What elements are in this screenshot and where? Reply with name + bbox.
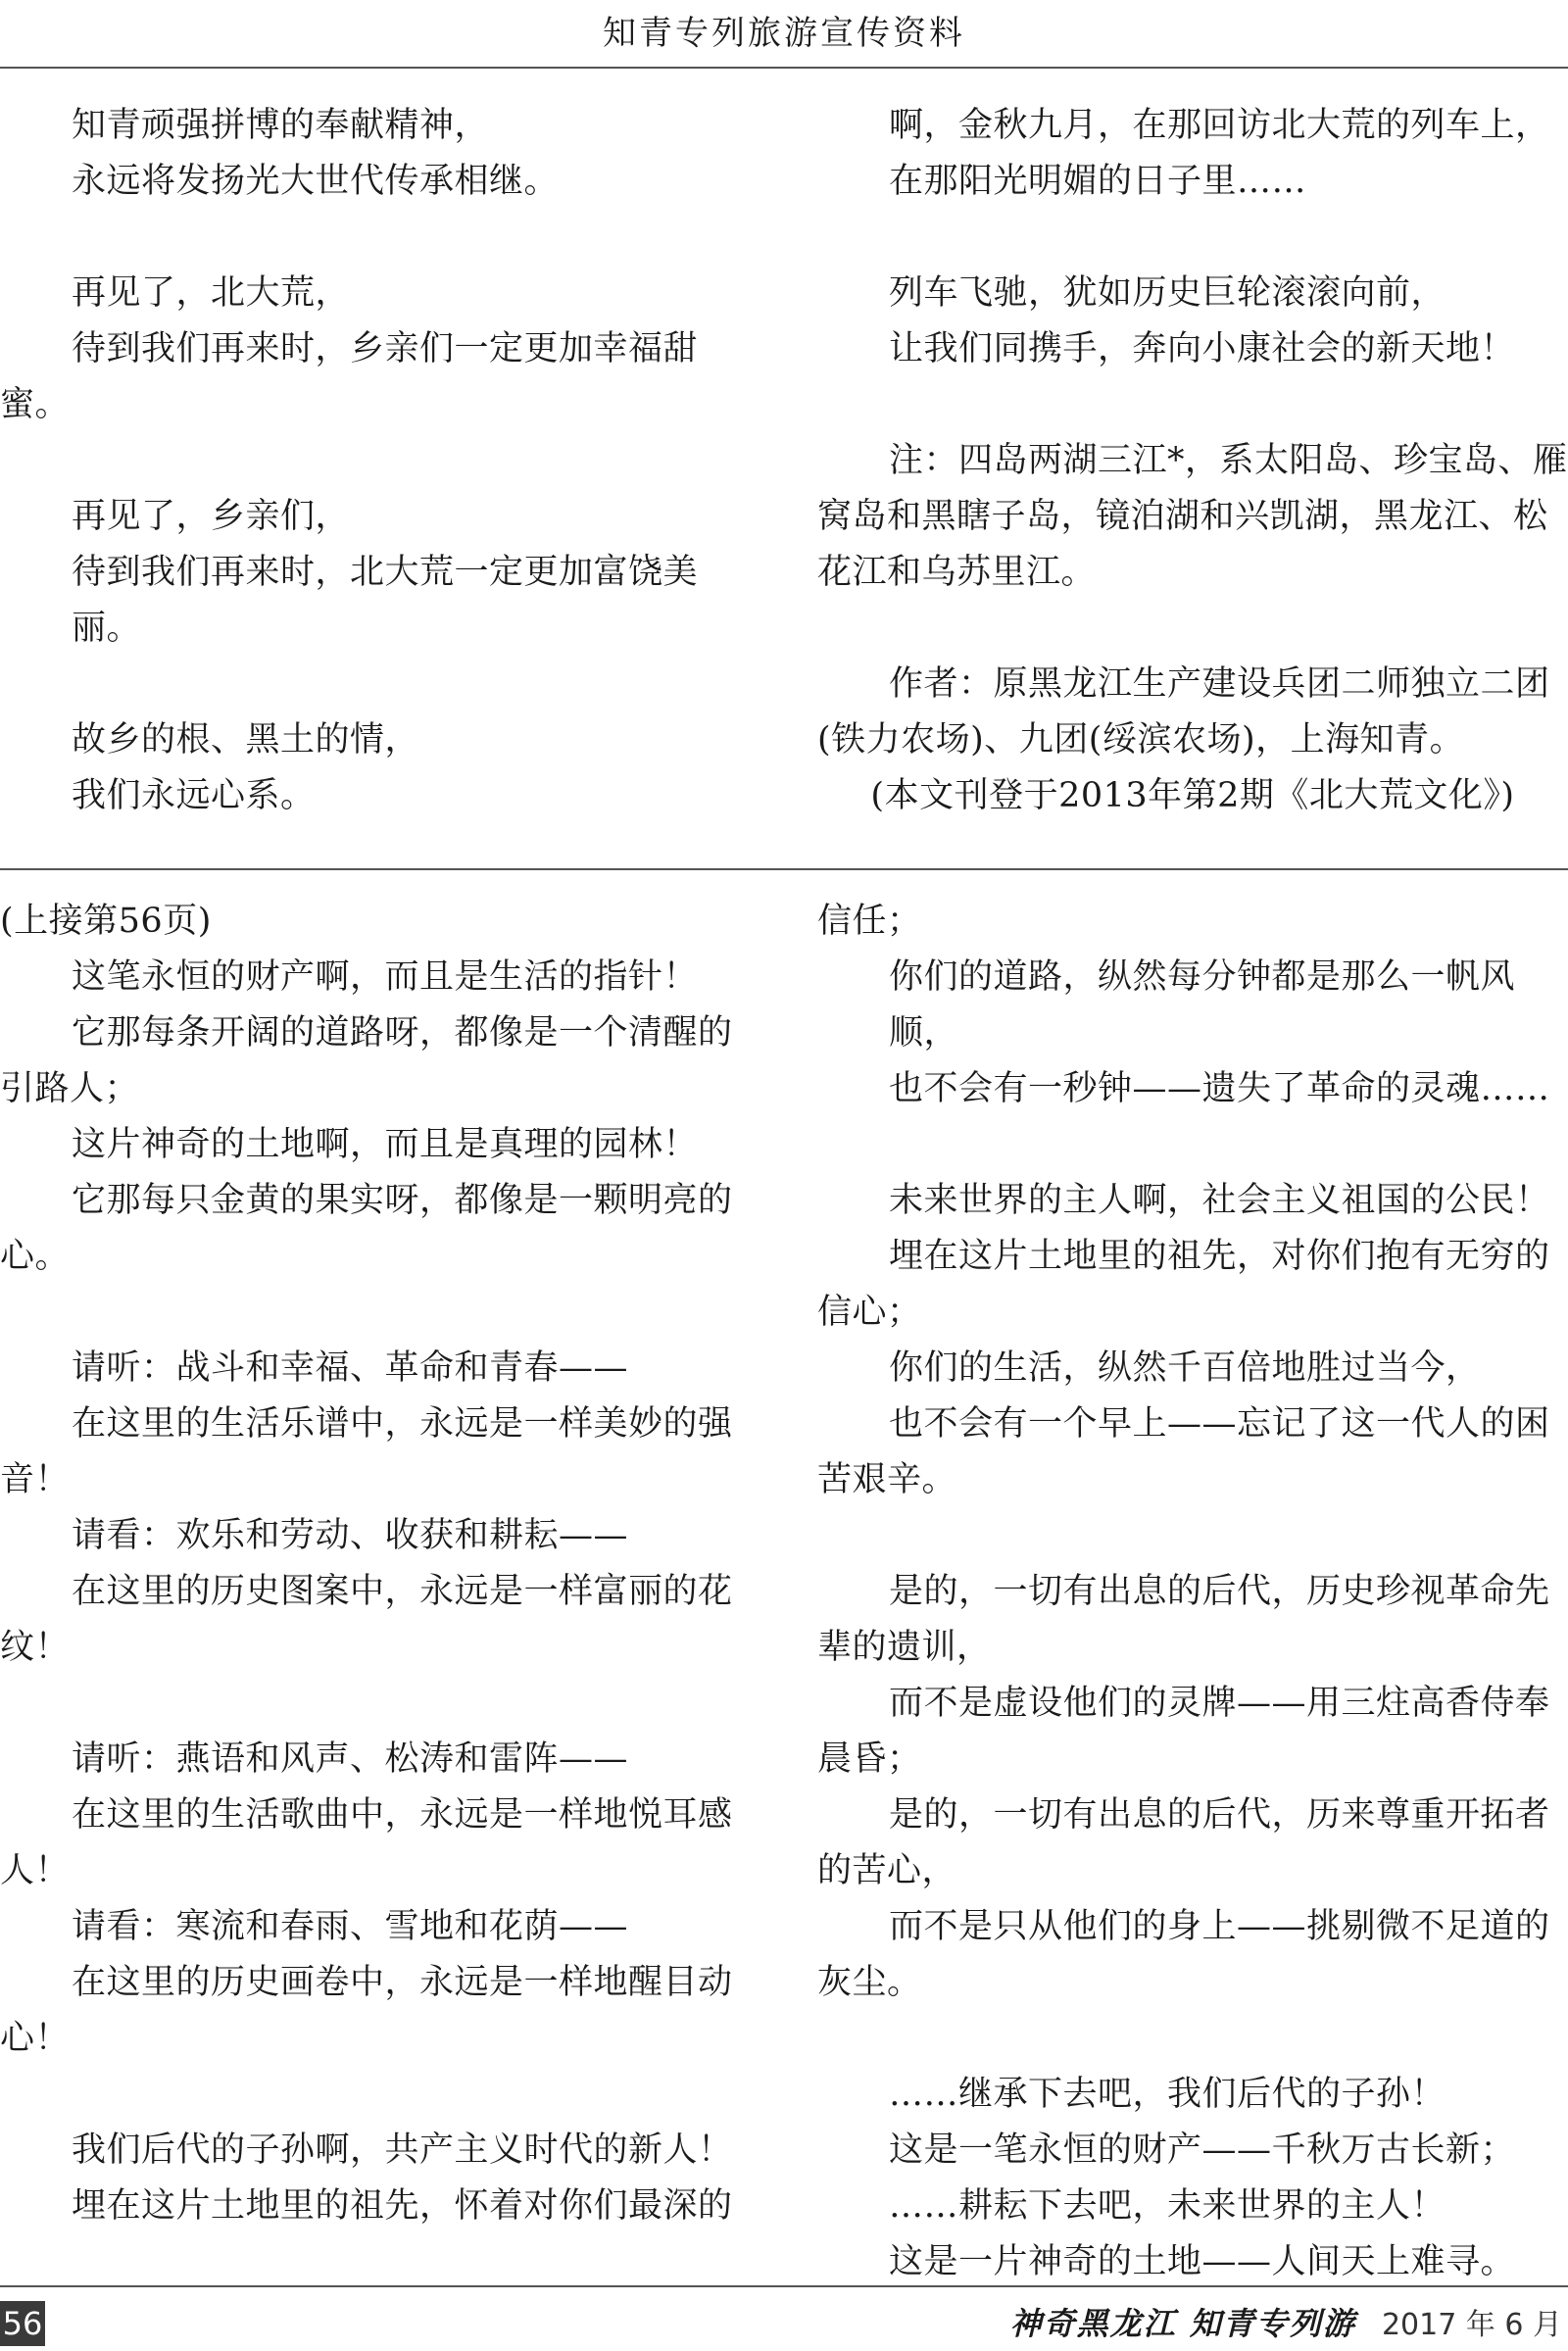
text-line: 埋在这片土地里的祖先，对你们抱有无穷的信心；	[817, 1237, 1550, 1332]
text-line: 让我们同携手，奔向小康社会的新天地！	[889, 329, 1516, 368]
text-line: 知青顽强拼博的奉献精神，	[72, 106, 490, 145]
footer-info	[1010, 2301, 1562, 2346]
text-line: 我们后代的子孙啊，共产主义时代的新人！	[72, 2131, 733, 2170]
text-line: (上接第56页)	[0, 902, 212, 941]
text-line: 故乡的根、黑土的情，	[72, 720, 420, 759]
stanza-gap	[0, 1285, 764, 1341]
stanza-gap	[0, 657, 764, 712]
text-line: 也不会有一个早上——忘记了这一代人的困苦艰辛。	[817, 1404, 1550, 1499]
text-line: 待到我们再来时，乡亲们一定更加幸福甜蜜。	[0, 329, 699, 424]
top-right-column	[817, 98, 1568, 843]
section-divider	[0, 868, 1568, 870]
text-line: 信任；	[817, 902, 922, 941]
text-line: 埋在这片土地里的祖先，怀着对你们最深的	[72, 2186, 733, 2226]
text-line: 在这里的历史图案中，永远是一样富丽的花纹！	[0, 1572, 733, 1667]
footer-rule	[0, 2285, 1568, 2287]
stanza-gap	[0, 1676, 764, 1732]
stanza-gap	[817, 377, 1568, 433]
text-line: 它那每只金黄的果实呀，都像是一颗明亮的心。	[0, 1181, 733, 1276]
text-line: 而不是只从他们的身上——挑剔微不足道的灰尘。	[817, 1907, 1550, 2002]
stanza-gap	[0, 210, 764, 266]
text-line: 请听：战斗和幸福、革命和青春——	[72, 1348, 629, 1388]
text-line: 你们的道路，纵然每分钟都是那么一帆风顺，	[889, 957, 1516, 1053]
text-line: 你们的生活，纵然千百倍地胜过当今，	[889, 1348, 1481, 1388]
text-line: 也不会有一秒钟——遗失了革命的灵魂……	[889, 1069, 1550, 1108]
text-line: 它那每条开阔的道路呀，都像是一个清醒的引路人；	[0, 1013, 733, 1108]
text-line: 请看：欢乐和劳动、收获和耕耘——	[72, 1516, 629, 1555]
text-line: 这片神奇的土地啊，而且是真理的园林！	[72, 1125, 699, 1164]
text-line: 请看：寒流和春雨、雪地和花荫——	[72, 1907, 629, 1946]
text-line: 是的，一切有出息的后代，历来尊重开拓者的苦心，	[817, 1795, 1550, 1890]
text-line: 是的，一切有出息的后代，历史珍视革命先辈的遗训，	[817, 1572, 1550, 1667]
text-line: 列车飞驰，犹如历史巨轮滚滚向前，	[889, 273, 1446, 313]
page-number: 56	[0, 2301, 45, 2346]
stanza-gap	[817, 1508, 1568, 1564]
footer-date: 2017 年 6 月	[1381, 2308, 1562, 2342]
text-line: 在这里的生活乐谱中，永远是一样美妙的强音！	[0, 1404, 733, 1499]
top-left-column	[0, 98, 764, 843]
text-line: 再见了，北大荒，	[72, 273, 351, 313]
stanza-gap	[817, 210, 1568, 266]
text-line: 我们永远心系。	[72, 776, 316, 815]
text-line: 啊，金秋九月，在那回访北大荒的列车上，	[889, 106, 1550, 145]
text-line: 作者：原黑龙江生产建设兵团二师独立二团(铁力农场)、九团(绥滨农场)，上海知青。	[817, 664, 1550, 759]
header-rule	[0, 67, 1568, 69]
bottom-right-column	[817, 894, 1568, 2281]
text-line: (本文刊登于2013年第2期《北大荒文化》)	[870, 776, 1515, 815]
footer-brand: 神奇黑龙江 知青专列游	[1009, 2305, 1356, 2342]
text-line: 再见了，乡亲们，	[72, 497, 351, 536]
text-line: 待到我们再来时，北大荒一定更加富饶美丽。	[72, 553, 699, 648]
text-line: 未来世界的主人啊，社会主义祖国的公民！	[889, 1181, 1550, 1220]
text-line: 这是一片神奇的土地——人间天上难寻。	[889, 2242, 1516, 2281]
text-line: 在那阳光明媚的日子里……	[889, 162, 1307, 201]
text-line: ……继承下去吧，我们后代的子孙！	[889, 2075, 1446, 2114]
stanza-gap	[817, 601, 1568, 657]
text-line: 这是一笔永恒的财产——千秋万古长新；	[889, 2131, 1516, 2170]
text-line: 在这里的生活歌曲中，永远是一样地悦耳感人！	[0, 1795, 733, 1890]
stanza-gap	[817, 2011, 1568, 2067]
running-head: 知青专列旅游宣传资料	[603, 14, 965, 53]
text-line: 在这里的历史画卷中，永远是一样地醒目动心！	[0, 1963, 733, 2058]
text-line: 永远将发扬光大世代传承相继。	[72, 162, 560, 201]
text-line: 注：四岛两湖三江*，系太阳岛、珍宝岛、雁窝岛和黑瞎子岛，镜泊湖和兴凯湖，黑龙江、松花江和乌苏里江。	[817, 441, 1568, 592]
stanza-gap	[0, 433, 764, 489]
bottom-left-column	[0, 894, 764, 2266]
text-line: 这笔永恒的财产啊，而且是生活的指针！	[72, 957, 699, 997]
stanza-gap	[0, 2067, 764, 2123]
stanza-gap	[817, 1117, 1568, 1173]
text-line: 而不是虚设他们的灵牌——用三炷高香侍奉晨昏；	[817, 1684, 1550, 1779]
text-line: 请听：燕语和风声、松涛和雷阵——	[72, 1739, 629, 1779]
text-line: ……耕耘下去吧，未来世界的主人！	[889, 2186, 1446, 2226]
